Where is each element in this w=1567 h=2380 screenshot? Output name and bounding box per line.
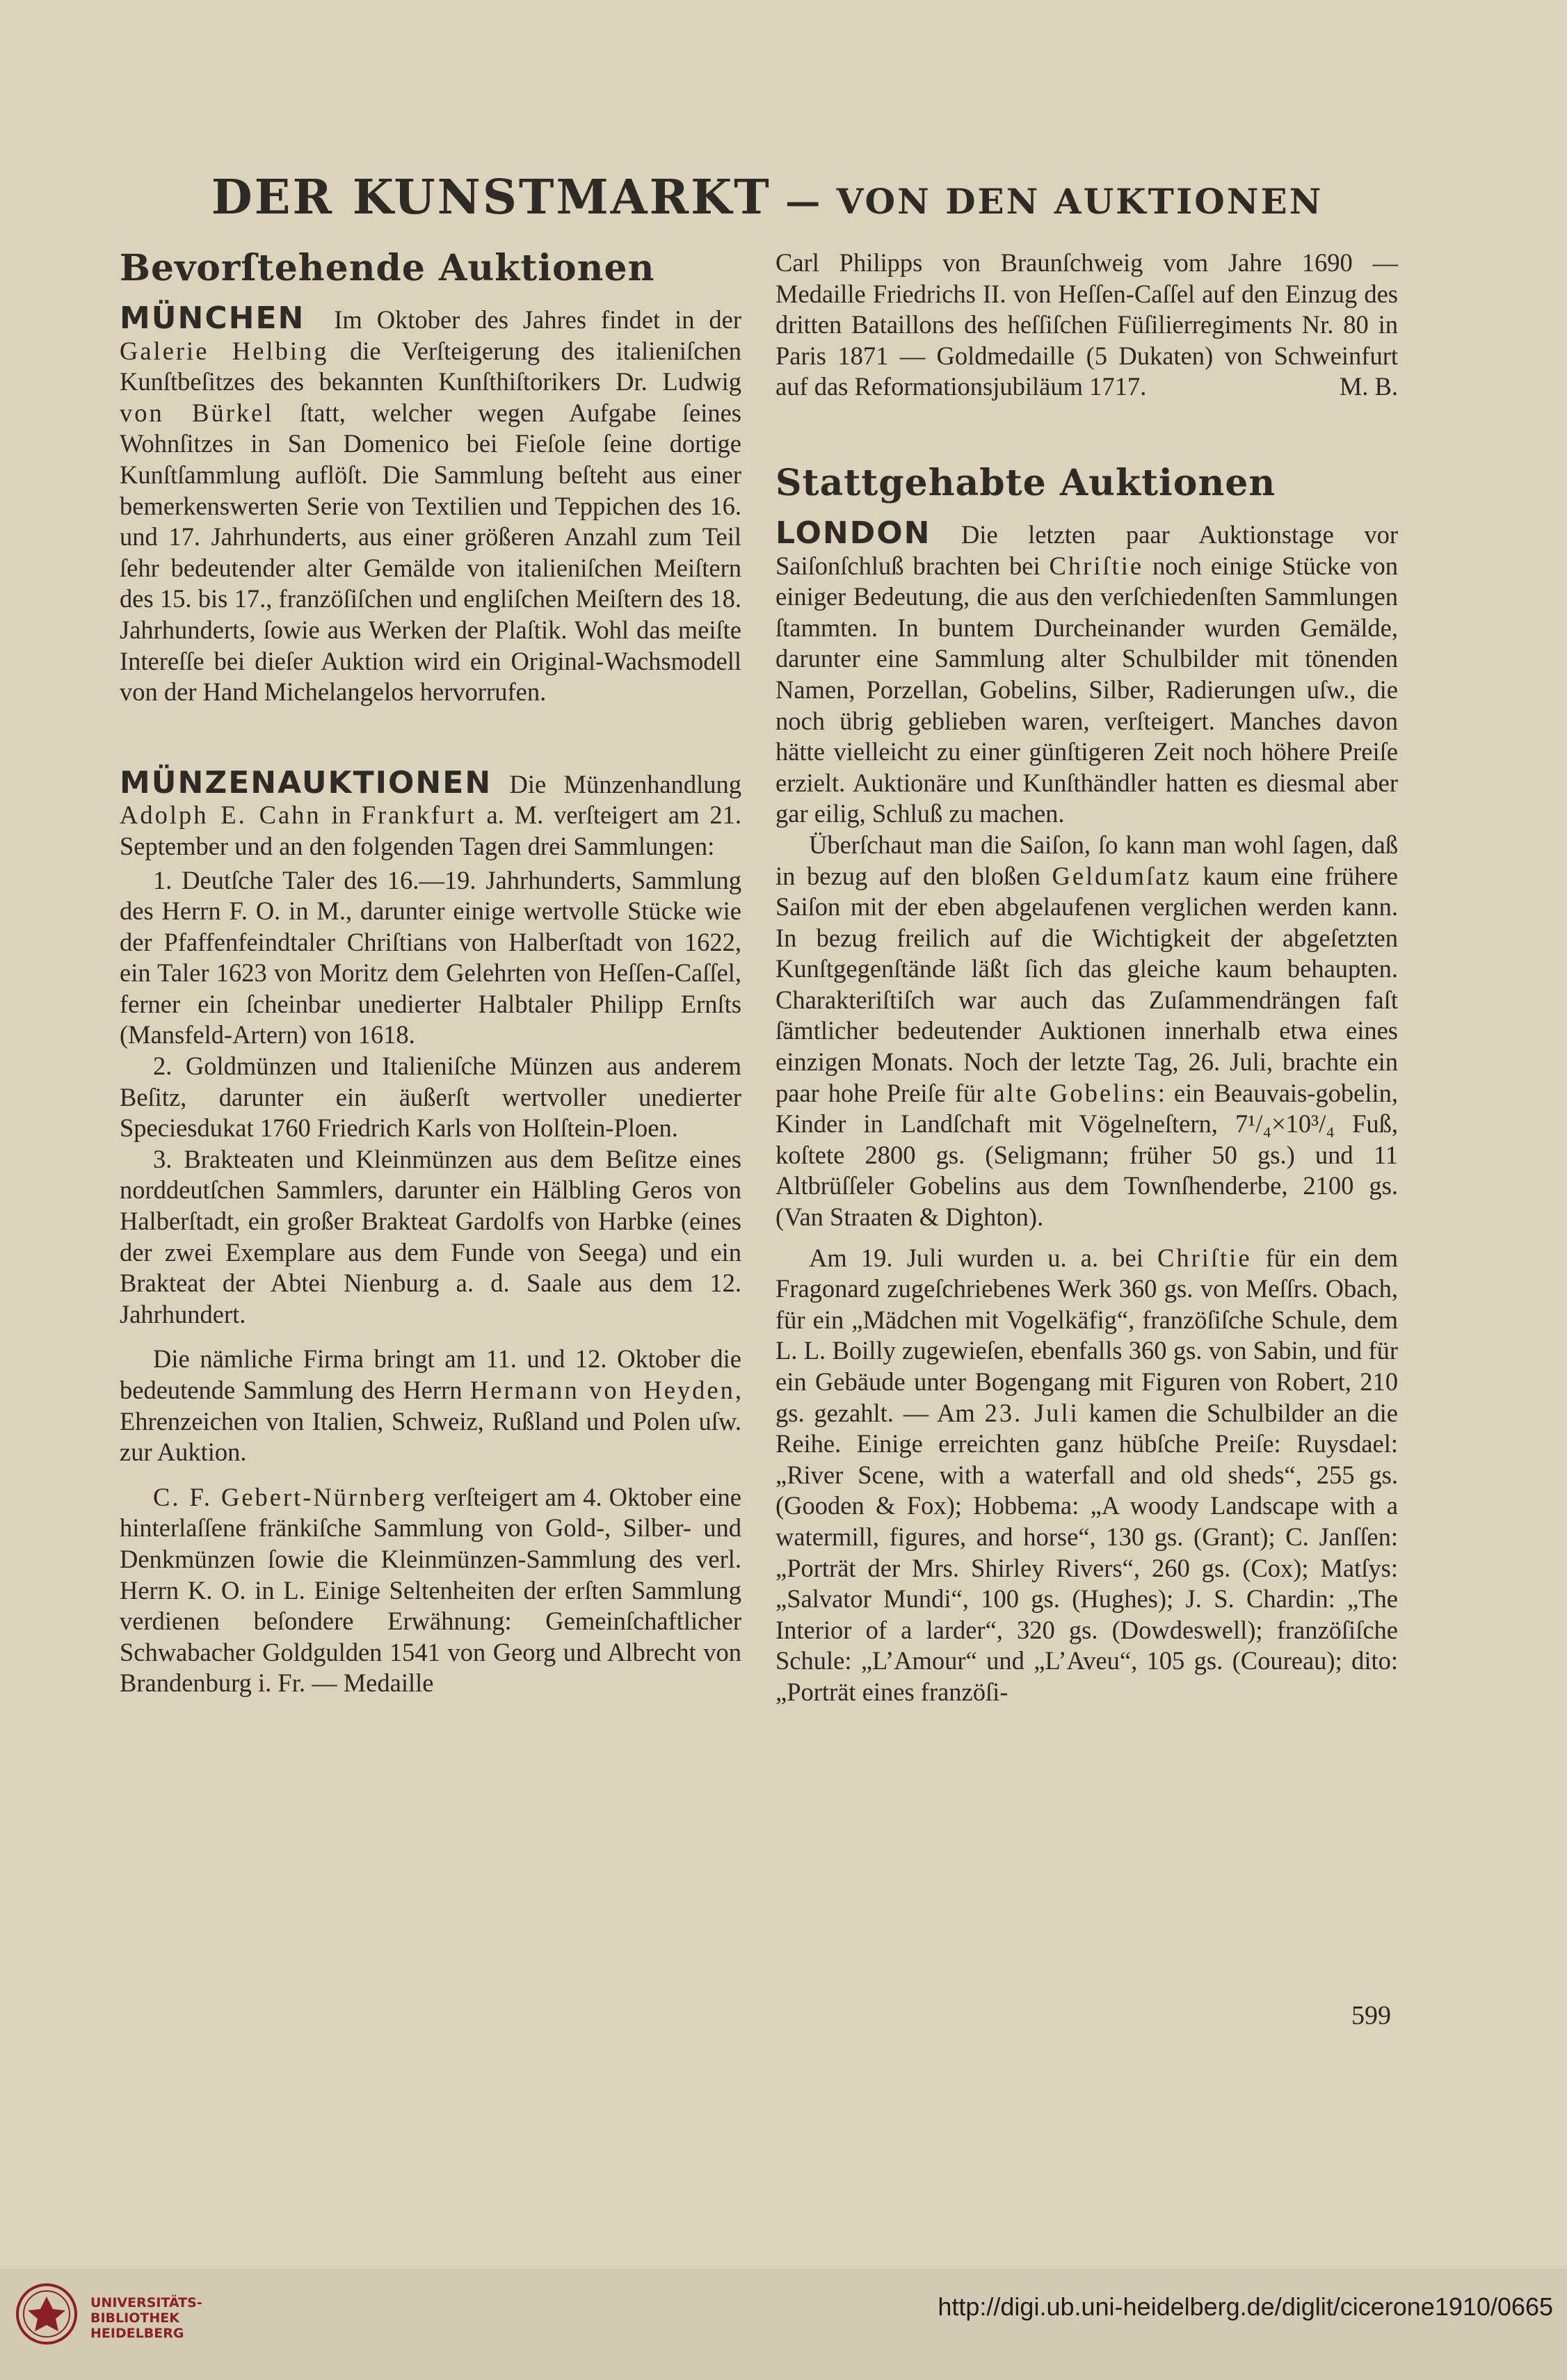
paragraph-firma	[120, 1344, 741, 1468]
spaced-text: alte Gobelins	[993, 1078, 1158, 1107]
spaced-text: Frankfurt	[361, 801, 476, 830]
heading-upcoming: Bevorſtehende Auktionen	[120, 247, 655, 289]
page-number: 599	[1351, 2001, 1391, 2030]
library-name[interactable]	[90, 2295, 202, 2341]
text: kaum eine frühere Saiſon mit der eben abgelaufenen verglichen werden kann. In bezug freilich auf die Wichtigkeit der abgeſetzten Kunſtgegenſtände läßt ſich das gleiche kaum behaupten. Charakteriſtiſch war auch das Zuſammendrängen faſt ſämtlicher bedeutender Auktionen innerhalb etwa eines einzigen Monats. Noch der letzte Tag, 26. Juli, brachte ein paar hohe Preiſe für	[776, 861, 1398, 1107]
city-muenchen: MÜNCHEN	[120, 300, 305, 336]
spaced-text: Galerie Helbing	[120, 336, 329, 365]
text: , Ehrenzeichen von Italien, Schweiz, Rußland und Polen uſw. zur Auktion.	[120, 1376, 741, 1467]
text: a. M. verſteigert am 21. September und an den folgenden Tagen drei Sammlungen:	[120, 801, 741, 860]
spaced-text: C. F. Gebert-Nürnberg	[153, 1482, 427, 1511]
library-name-line: BIBLIOTHEK	[90, 2310, 179, 2326]
left-column	[120, 248, 741, 1699]
paragraph-muenzen	[120, 764, 741, 862]
paragraph-season	[776, 830, 1398, 1233]
text: kamen die Schulbilder an die Reihe. Einige erreichten ganz hübſche Preiſe: Ruysdael: „River Scene, with a waterfall and old sheds“, 255 gs. (Gooden & Fox); Hobbema: „A woody Landscape with a watermill, figures, and horse“, 130 gs. (Grant); C. Janſſen: „Porträt der Mrs. Shirley Rivers“, 260 gs. (Cox); Matſys: „Salvator Mundi“, 100 gs. (Hughes); J. S. Chardin: „The Interior of a larder“, 320 gs. (Dowdeswell); franzöſiſche Schule: „L’Amour“ und „L’Aveu“, 105 gs. (Coureau); dito: „Porträt eines franzöſi-	[776, 1398, 1398, 1706]
paragraph-muenchen	[120, 300, 742, 708]
list-item-1: 1. Deutſche Taler des 16.—19. Jahrhunderts, Sammlung des Herrn F. O. in M., darunter einige wertvolle Stücke wie der Pfaffenfeindtaler Chriſtians von Halberſtadt von 1622, ein Taler 1623 von Moritz dem Gelehrten von Heſſen-Caſſel, ferner ein ſcheinbar unedierter Halbtaler Philipp Ernſts (Mansfeld-Artern) von 1618.	[120, 865, 741, 1050]
library-name-line: UNIVERSITÄTS-	[90, 2295, 202, 2310]
text: noch einige Stücke von einiger Bedeutung, die aus den verſchiedenſten Sammlungen ſtammten. In buntem Durcheinander wurden Gemälde, darunter eine Sammlung alter Schulbilder mit tönenden Namen, Porzellan, Gobelins, Silber, Radierungen uſw., die noch übrig geblieben waren, verſteigert. Manches davon hätte vielleicht zu einer günſtigeren Zeit noch höhere Preiſe erzielt. Auktionäre und Kunſthändler hatten es diesmal aber gar eilig, Schluß zu machen.	[776, 551, 1398, 828]
title-main: DER KUNSTMARKT	[211, 170, 771, 225]
right-column	[776, 248, 1398, 1708]
spaced-text: Adolph E. Cahn	[120, 801, 321, 830]
paragraph-london	[776, 515, 1398, 830]
university-seal-icon	[15, 2283, 78, 2345]
text: Die nämliche Firma bringt am 11. und 12. Oktober die bedeutende Sammlung des Herrn	[120, 1344, 741, 1404]
text: Die letzten paar Auktionstage vor Saiſonſchluß brachten bei	[776, 520, 1398, 580]
paragraph-continuation	[776, 248, 1398, 403]
spaced-text: von Bürkel	[120, 398, 274, 427]
source-url-link[interactable]: http://digi.ub.uni-heidelberg.de/diglit/cicerone1910/0665	[938, 2292, 1553, 2321]
city-london: LONDON	[776, 515, 931, 551]
spaced-text: Chriſtie	[1049, 551, 1144, 580]
heading-past: Stattgehabte Auktionen	[776, 461, 1276, 504]
paragraph-gebert	[120, 1482, 741, 1699]
title-sub: VON DEN AUKTIONEN	[836, 181, 1324, 222]
text: Fuß, koſtete 2800 gs. (Seligmann; früher 50 gs.) und 11 Altbrüſſeler Gobelins aus dem Townſhenderbe, 2100 gs. (Van Straaten & Dighton).	[776, 1109, 1398, 1232]
text: Die Münzenhandlung	[492, 769, 741, 798]
paragraph-july	[776, 1243, 1398, 1708]
title-dash: —	[771, 181, 837, 222]
footer-bar	[0, 2269, 1567, 2380]
text: Carl Philipps von Braunſchweig vom Jahre 1690 — Medaille Friedrichs II. von Heſſen-Caſſel auf den Einzug des dritten Bataillons des heſſiſchen Füſilierregiments Nr. 80 in Paris 1871 — Goldmedaille (5 Dukaten) von Schweinfurt auf das Reformationsjubiläum 1717.	[776, 248, 1398, 401]
text: verſteigert am 4. Oktober eine hinterlaſſene fränkiſche Sammlung von Gold-, Silber- und Denkmünzen ſowie die Kleinmünzen-Sammlung des verl. Herrn K. O. in L. Einige Seltenheiten der erſten Sammlung verdienen beſondere Erwähnung: Gemeinſchaftlicher Schwabacher Goldgulden 1541 von Georg und Albrecht von Brandenburg i. Fr. — Medaille	[120, 1482, 741, 1698]
spaced-text: Hermann von Heyden	[469, 1376, 735, 1404]
spaced-text: Geldumſatz	[1052, 861, 1191, 890]
list-item-2: 2. Goldmünzen und Italieniſche Münzen aus anderem Beſitz, darunter ein äußerſt wertvoller unedierter Speciesdukat 1760 Friedrich Karls von Holſtein-Ploen.	[120, 1052, 741, 1143]
text: Im Oktober des Jahres findet in der	[334, 305, 741, 334]
signature: M. B.	[1339, 372, 1398, 401]
dimensions: 7¹/₄×10³/₄	[1235, 1109, 1335, 1139]
page-title	[131, 170, 1404, 225]
heading-muenzenauktionen: MÜNZENAUKTIONEN	[120, 764, 492, 801]
text: die Verſteigerung des italieniſchen Kunſtbeſitzes des bekannten Kunſthiſtorikers Dr. Ludwig	[120, 336, 741, 396]
text: Am 19. Juli wurden u. a. bei	[809, 1243, 1157, 1272]
spaced-text: 23. Juli	[984, 1398, 1079, 1427]
text: Überſchaut man die Saiſon, ſo kann man wohl ſagen, daß in bezug auf den bloßen	[776, 830, 1398, 890]
text: : ein Beauvais-gobelin, Kinder in Landſchaft mit Vögelneſtern,	[776, 1078, 1399, 1139]
text: ſtatt, welcher wegen Aufgabe ſeines Wohnſitzes in San Domenico bei Fieſole ſeine dortige Kunſtſammlung auflöſt. Die Sammlung beſteht aus einer bemerkenswerten Serie von Textilien und Teppichen des 16. und 17. Jahrhunderts, aus einer größeren Anzahl zum Teil ſehr bedeutender alter Gemälde von italieniſchen Meiſtern des 15. bis 17., franzöſiſchen und engliſchen Meiſtern des 18. Jahrhunderts, ſowie aus Werken der Plaſtik. Wohl das meiſte Intereſſe bei dieſer Auktion wird ein Original-Wachsmodell von der Hand Michelangelos hervorrufen.	[120, 398, 742, 707]
library-name-line: HEIDELBERG	[90, 2326, 184, 2341]
spaced-text: Chriſtie	[1157, 1243, 1252, 1272]
text: für ein dem Fragonard zugeſchriebenes Werk 360 gs. von Meſſrs. Obach, für ein „Mädchen mit Vogelkäfig“, franzöſiſche Schule, dem L. L. Boilly zugewieſen, ebenfalls 360 gs. von Sabin, und für ein Gebäude unter Bogengang mit Figuren von Robert, 210 gs. gezahlt. — Am	[776, 1243, 1398, 1427]
list-item-3: 3. Brakteaten und Kleinmünzen aus dem Beſitze eines norddeutſchen Sammlers, darunter ein Hälbling Geros von Halberſtadt, ein großer Brakteat Gardolfs von Harbke (eines der zwei Exemplare aus dem Funde von Seega) und ein Brakteat der Abtei Nienburg a. d. Saale aus dem 12. Jahrhundert.	[120, 1144, 741, 1328]
text: in	[321, 801, 362, 830]
